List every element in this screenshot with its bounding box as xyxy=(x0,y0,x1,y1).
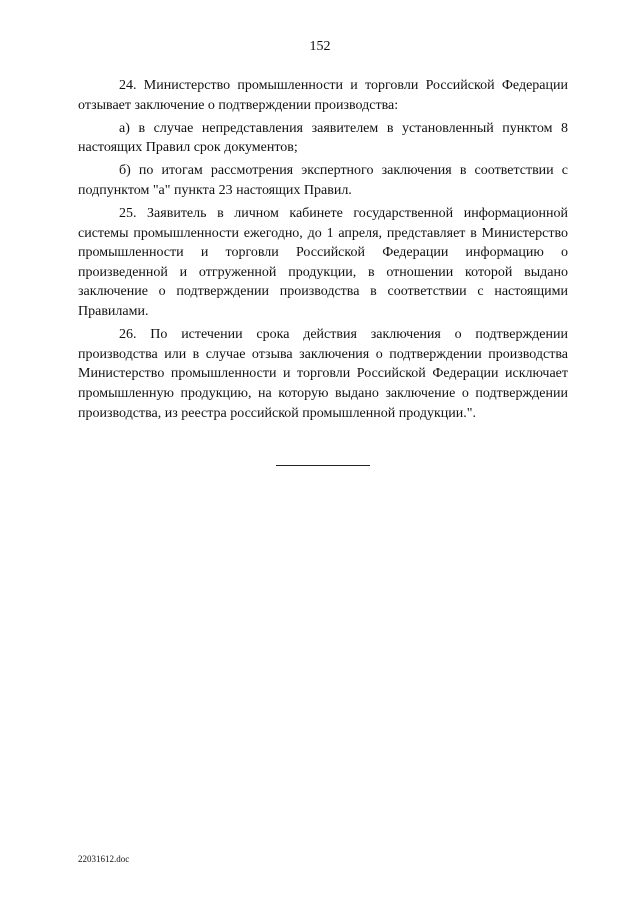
page-number: 152 xyxy=(309,39,331,54)
paragraph-24-b: б) по итогам рассмотрения экспертного заключения в соответствии с подпунктом "а" пункта 23 настоящих Правил. xyxy=(78,163,568,198)
closing-divider xyxy=(276,465,370,466)
paragraph-25: 25. Заявитель в личном кабинете государственной информационной системы промышленности ежегодно, до 1 апреля, представляет в Министерство промышленности и торговли Российской Федерации информацию о произведенной и отгруженной продукции, в отношении которой выдано заключение о подтверждении производства в соответствии с настоящими Правилами. xyxy=(78,206,568,320)
document-body xyxy=(78,76,568,427)
paragraph-24-a: а) в случае непредставления заявителем в установленный пунктом 8 настоящих Правил срок документов; xyxy=(78,120,568,156)
paragraph-26: 26. По истечении срока действия заключения о подтверждении производства или в случае отзыва заключения о подтверждении производства Министерство промышленности и торговли Российской Федерации исключает промышленную продукцию, на которую выдано заключение о подтверждении производства, из реестра российской промышленной продукции.". xyxy=(78,327,568,421)
paragraph-24: 24. Министерство промышленности и торговли Российской Федерации отзывает заключение о подтверждении производства: xyxy=(78,78,568,113)
footer-file-code: 22031612.doc xyxy=(78,854,130,864)
